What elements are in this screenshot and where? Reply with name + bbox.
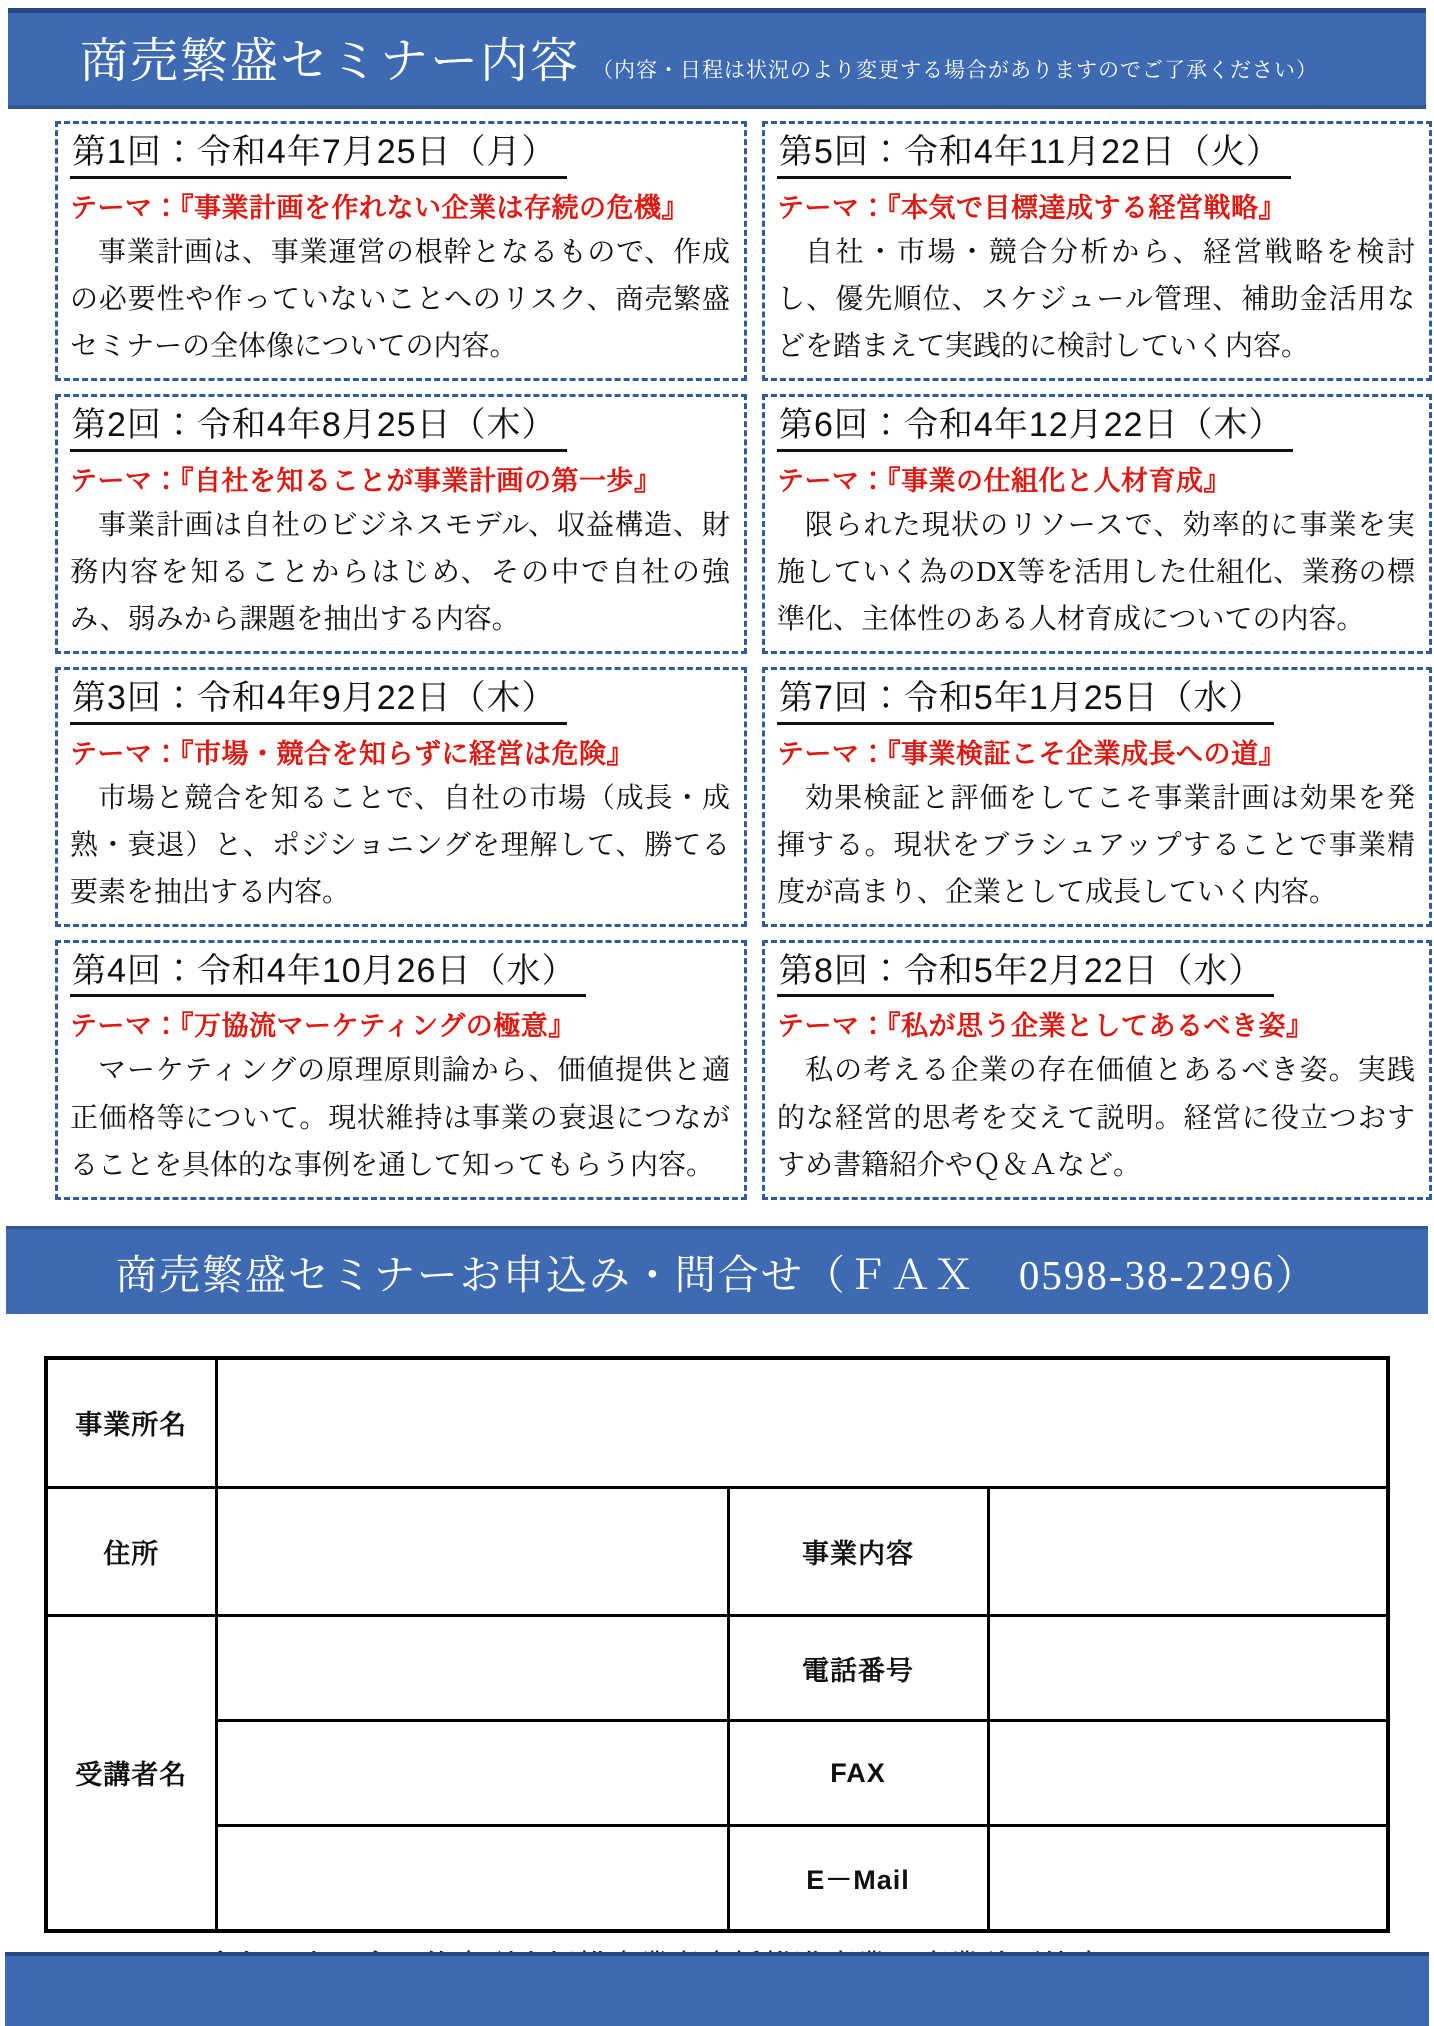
address-label: 住所 [46, 1488, 216, 1616]
phone-field[interactable] [988, 1616, 1388, 1721]
session-theme: テーマ：『本気で目標達成する経営戦略』 [777, 192, 1286, 223]
session-theme: テーマ：『万協流マーケティングの極意』 [70, 1011, 576, 1042]
session-description: 私の考える企業の存在価値とあるべき姿。実践的な経営的思考を交えて説明。経営に役立つおすすめ書籍紹介やＱ＆Ａなど。 [777, 1055, 1415, 1181]
phone-label: 電話番号 [728, 1616, 988, 1721]
email-label: E－Mail [728, 1826, 988, 1931]
table-row [46, 1616, 1388, 1721]
table-row [46, 1721, 1388, 1826]
application-form-table [44, 1356, 1390, 1933]
session-theme: テーマ：『自社を知ることが事業計画の第一歩』 [70, 465, 662, 496]
fax-field[interactable] [988, 1721, 1388, 1826]
session-description: マーケティングの原理原則論から、価値提供と適正価格等について。現状維持は事業の衰退につながることを具体的な事例を通して知ってもらう内容。 [70, 1055, 730, 1181]
business-description-field[interactable] [988, 1488, 1388, 1616]
session-theme: テーマ：『事業計画を作れない企業は存続の危機』 [70, 192, 689, 223]
session-box-2 [55, 394, 747, 654]
session-box-1 [55, 121, 747, 381]
session-box-3 [55, 667, 747, 927]
header-note: （内容・日程は状況のより変更する場合がありますのでご了承ください） [592, 58, 1319, 82]
business-name-label: 事業所名 [46, 1358, 216, 1488]
session-description: 市場と競合を知ることで、自社の市場（成長・成熟・衰退）と、ポジショニングを理解して、勝てる要素を抽出する内容。 [70, 782, 730, 908]
session-description: 事業計画は自社のビジネスモデル、収益構造、財務内容を知ることからはじめ、その中で自社の強み、弱みから課題を抽出する内容。 [70, 509, 730, 635]
attendee-name-label: 受講者名 [46, 1616, 216, 1931]
address-field[interactable] [216, 1488, 728, 1616]
session-theme: テーマ：『事業検証こそ企業成長への道』 [777, 738, 1286, 769]
session-title: 第2回：令和4年8月25日（木） [70, 403, 567, 452]
fax-label: FAX [728, 1721, 988, 1826]
page-title: 商売繁盛セミナー内容 [80, 35, 581, 88]
bottom-bar [5, 1952, 1429, 2026]
session-box-4 [55, 940, 747, 1200]
session-theme: テーマ：『私が思う企業としてあるべき姿』 [777, 1011, 1314, 1042]
session-title: 第5回：令和4年11月22日（火） [777, 130, 1291, 179]
session-title: 第7回：令和5年1月25日（水） [777, 676, 1274, 725]
apply-fax-bar-text: 商売繁盛セミナーお申込み・問合せ（ＦＡＸ 0598-38-2296） [115, 1251, 1319, 1298]
session-title: 第8回：令和5年2月22日（水） [777, 949, 1274, 998]
session-title: 第3回：令和4年9月22日（木） [70, 676, 567, 725]
apply-fax-bar [6, 1226, 1428, 1314]
session-box-6 [762, 394, 1432, 654]
session-theme: テーマ：『市場・競合を知らずに経営は危険』 [70, 738, 634, 769]
seminar-grid-left-column [55, 121, 747, 1200]
business-description-label: 事業内容 [728, 1488, 988, 1616]
table-row [46, 1358, 1388, 1488]
email-field[interactable] [988, 1826, 1388, 1931]
attendee-name-field-2[interactable] [216, 1721, 728, 1826]
session-box-8 [762, 940, 1432, 1200]
session-description: 自社・市場・競合分析から、経営戦略を検討し、優先順位、スケジュール管理、補助金活用などを踏まえて実践的に検討していく内容。 [777, 236, 1415, 362]
session-title: 第1回：令和4年7月25日（月） [70, 130, 567, 179]
table-row [46, 1826, 1388, 1931]
header-bar [8, 8, 1426, 109]
attendee-name-field-3[interactable] [216, 1826, 728, 1931]
session-title: 第4回：令和4年10月26日（水） [70, 949, 586, 998]
session-description: 事業計画は、事業運営の根幹となるもので、作成の必要性や作っていないことへのリスク、商売繁盛セミナーの全体像についての内容。 [70, 236, 730, 362]
session-box-7 [762, 667, 1432, 927]
table-row [46, 1488, 1388, 1616]
attendee-name-field-1[interactable] [216, 1616, 728, 1721]
session-box-5 [762, 121, 1432, 381]
session-title: 第6回：令和4年12月22日（木） [777, 403, 1293, 452]
session-description: 限られた現状のリソースで、効率的に事業を実施していく為のDX等を活用した仕組化、業務の標準化、主体性のある人材育成についての内容。 [777, 509, 1415, 635]
seminar-grid-right-column [762, 121, 1432, 1200]
seminar-grid [55, 121, 1434, 1200]
session-theme: テーマ：『事業の仕組化と人材育成』 [777, 465, 1231, 496]
session-description: 効果検証と評価をしてこそ事業計画は効果を発揮する。現状をブラシュアップすることで事業精度が高まり、企業として成長していく内容。 [777, 782, 1415, 908]
business-name-field[interactable] [216, 1358, 1388, 1488]
